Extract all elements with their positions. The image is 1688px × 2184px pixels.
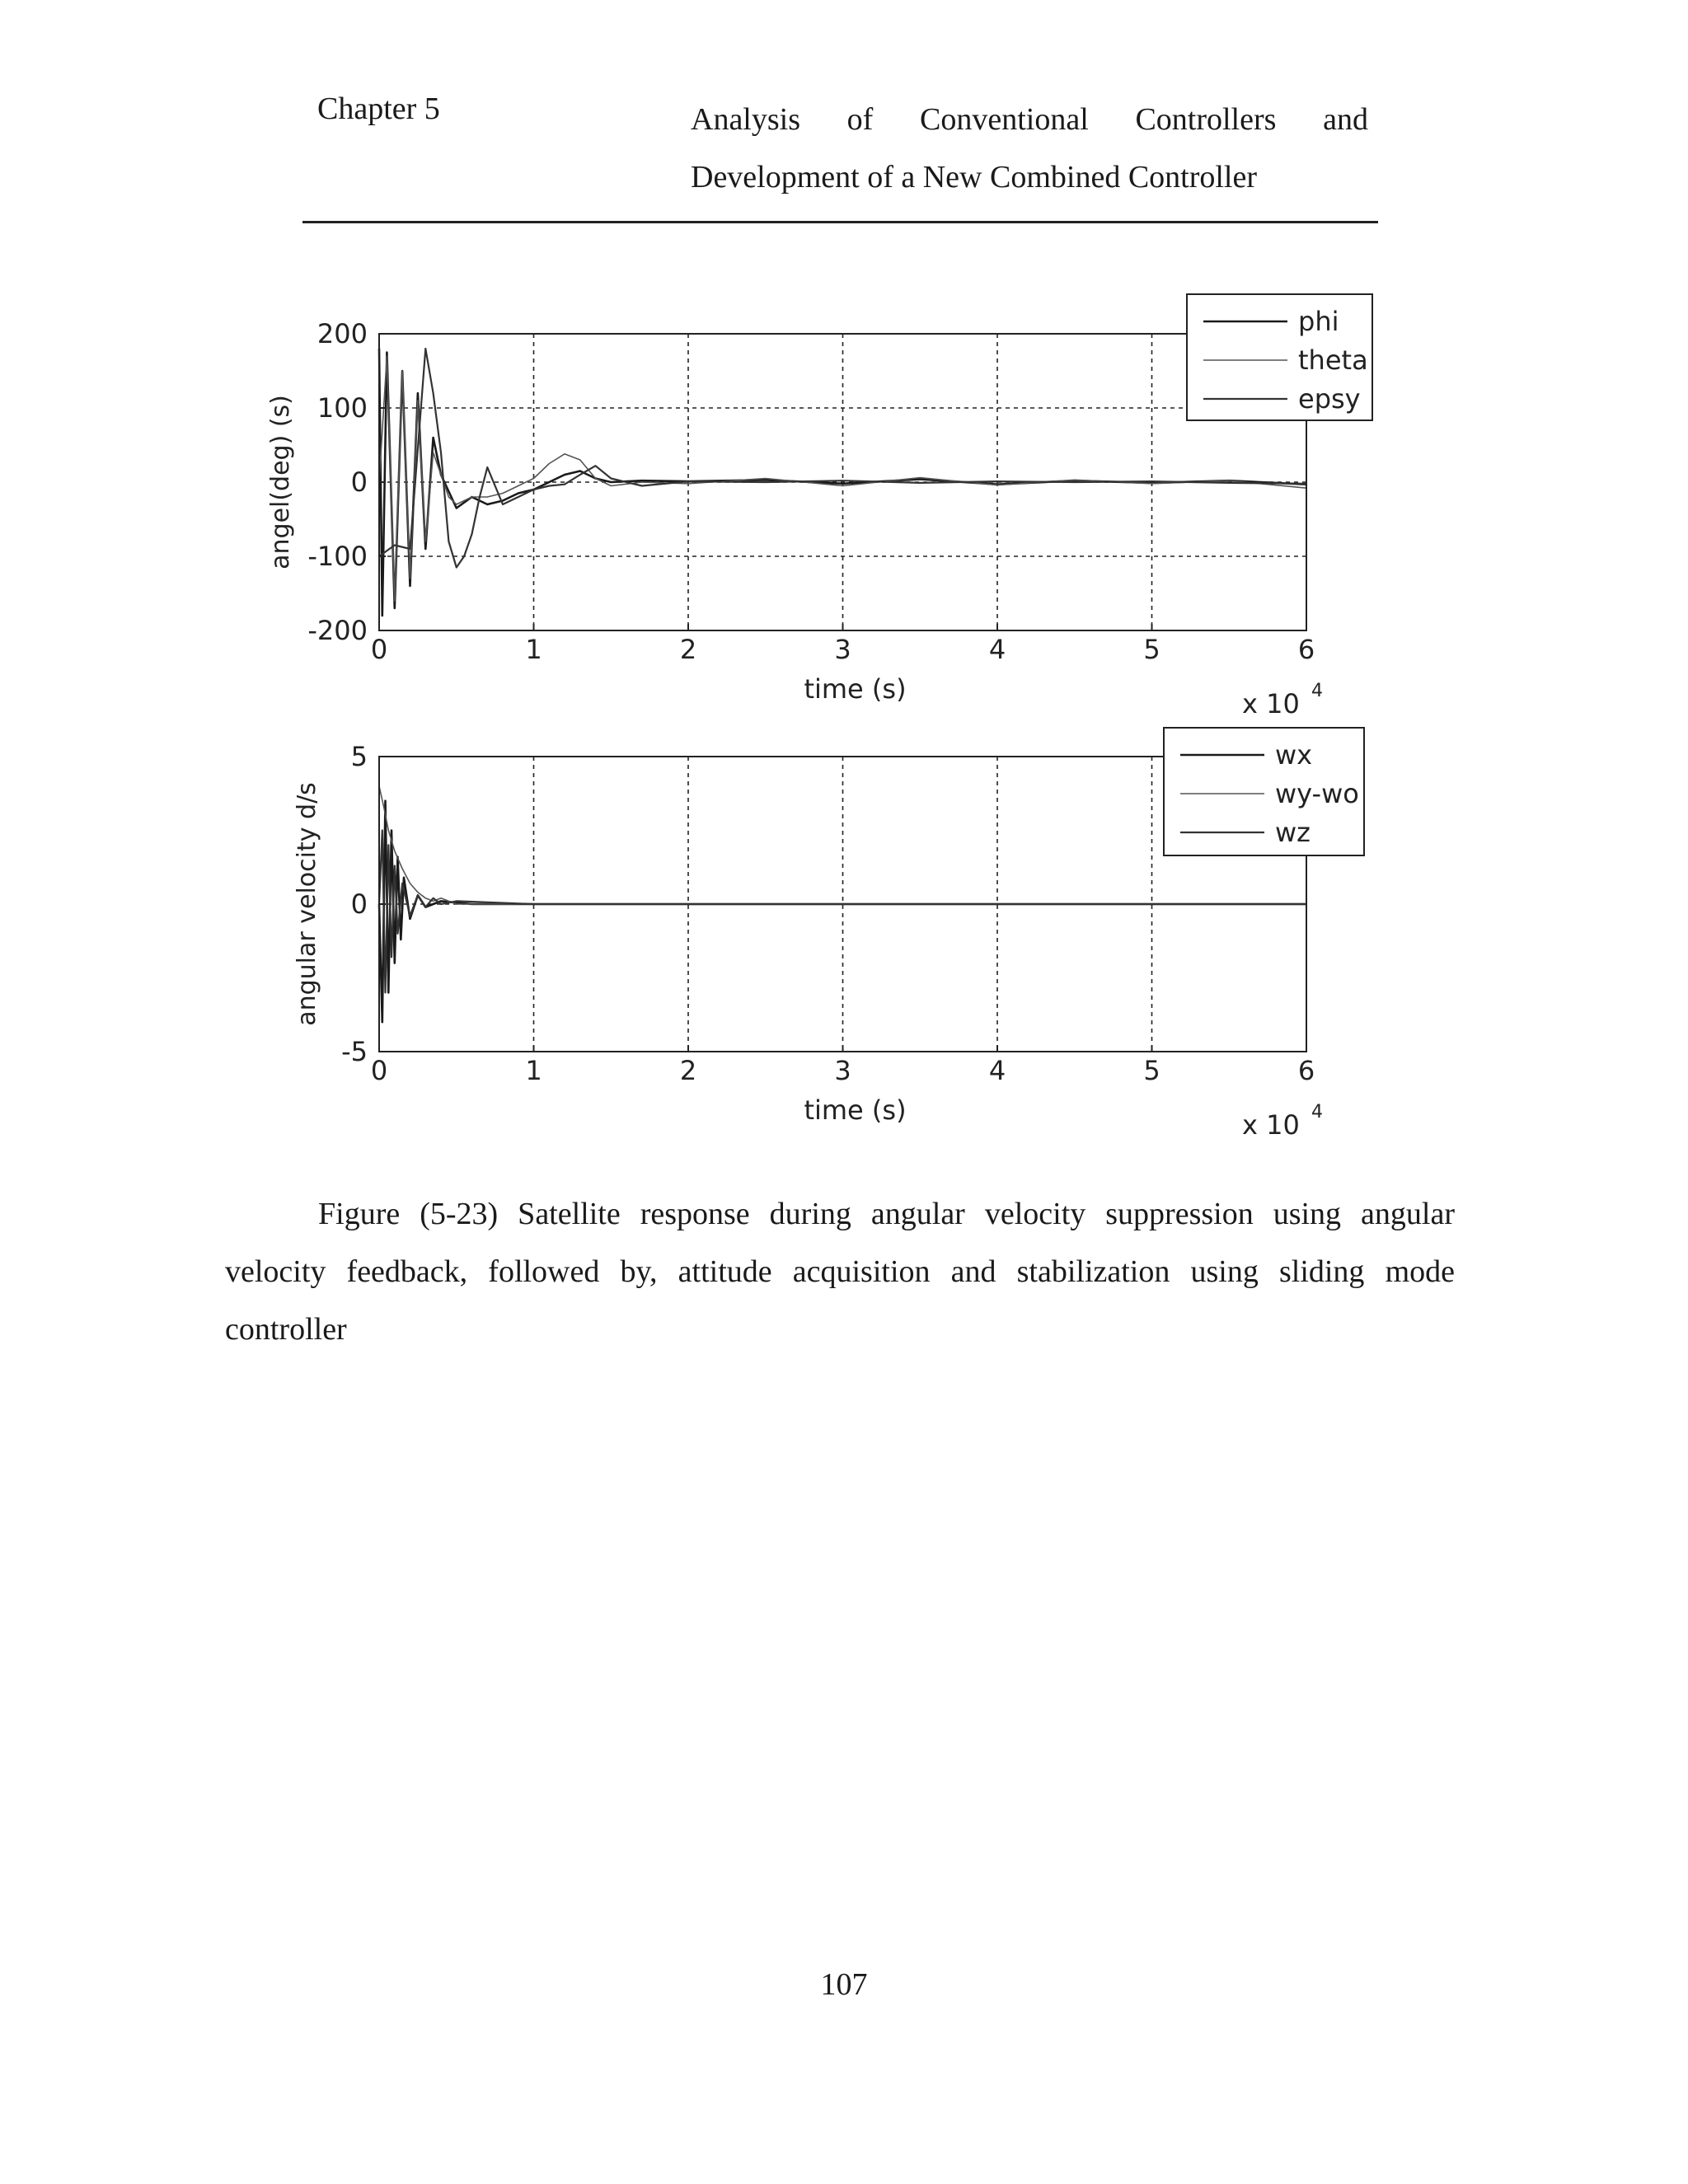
header-word: of [846, 102, 874, 137]
header-word: Conventional [920, 102, 1089, 137]
y-axis-label: angular velocity d/s [293, 782, 321, 1026]
header-word: and [1323, 102, 1368, 137]
x-tick-label: 2 [679, 1055, 697, 1086]
x-tick-label: 1 [525, 1055, 542, 1086]
y-tick-label: -100 [307, 541, 368, 572]
legend-label-wy-wo: wy-wo [1275, 778, 1359, 809]
legend-label-wx: wx [1275, 739, 1313, 771]
x-tick-label: 3 [834, 1055, 851, 1086]
x-tick-label: 0 [370, 1055, 388, 1086]
x-tick-label: 6 [1297, 634, 1315, 665]
header-title [691, 91, 1368, 206]
x-tick-label: 0 [370, 634, 388, 665]
x-tick-label: 4 [988, 634, 1006, 665]
y-tick-label: 5 [350, 741, 368, 772]
y-axis-label: angel(deg) (s) [266, 395, 295, 569]
figure [264, 280, 1434, 1154]
y-tick-label: -5 [341, 1036, 368, 1067]
header-title-line2: Development of a New Combined Controller [691, 160, 1258, 194]
x-axis-label: time (s) [804, 673, 907, 705]
x-tick-label: 1 [525, 634, 542, 665]
legend-label-theta: theta [1298, 344, 1368, 376]
page-number: 107 [820, 1967, 868, 2002]
x-multiplier-exponent: 4 [1311, 1102, 1323, 1122]
header-chapter: Chapter 5 [317, 91, 440, 126]
header-word: Analysis [691, 102, 800, 137]
header-word: Controllers [1135, 102, 1277, 137]
x-multiplier-exponent: 4 [1311, 681, 1323, 701]
legend [1187, 294, 1372, 420]
x-tick-label: 6 [1297, 1055, 1315, 1086]
chart-panel-1 [266, 294, 1372, 719]
x-tick-label: 4 [988, 1055, 1006, 1086]
y-tick-label: 0 [350, 466, 368, 498]
legend-label-epsy: epsy [1298, 383, 1361, 415]
y-tick-label: 200 [316, 318, 368, 349]
y-tick-label: 100 [316, 392, 368, 424]
y-tick-label: -200 [307, 615, 368, 646]
legend-label-wz: wz [1275, 817, 1311, 848]
x-tick-label: 5 [1143, 634, 1160, 665]
figure-caption: Figure (5-23) Satellite response during angular velocity suppression using angular velocity feedback, followed by, attitude acquisition and stabilization using sliding mode controller [225, 1197, 1455, 1347]
x-axis-label: time (s) [804, 1094, 907, 1126]
x-multiplier-label: x 10 [1242, 688, 1300, 719]
legend [1164, 728, 1364, 855]
x-tick-label: 5 [1143, 1055, 1160, 1086]
x-tick-label: 2 [679, 634, 697, 665]
header-title-line1 [691, 91, 1368, 148]
x-tick-label: 3 [834, 634, 851, 665]
chart-panel-2 [293, 728, 1364, 1141]
legend-label-phi: phi [1298, 306, 1339, 337]
y-tick-label: 0 [350, 888, 368, 920]
header-rule [302, 221, 1378, 223]
x-multiplier-label: x 10 [1242, 1109, 1300, 1141]
